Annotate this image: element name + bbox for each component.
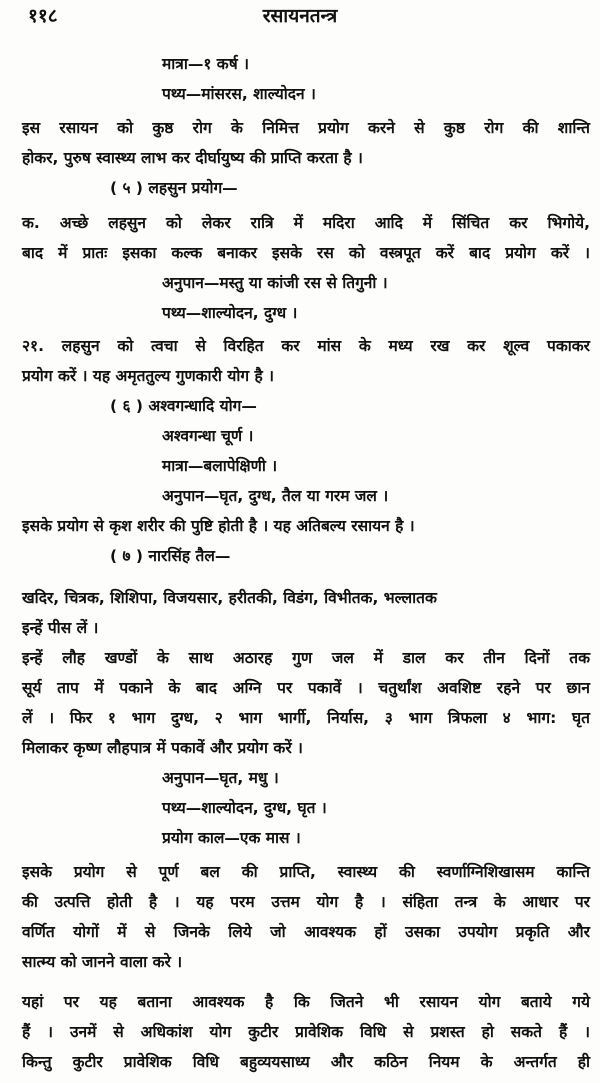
paragraph-line: लें । फिर १ भाग दुग्ध, २ भाग भार्गी, निर्यास, ३ भाग त्रिफला ४ भाग: घृत <box>22 709 590 727</box>
page-header <box>0 0 600 30</box>
dose-line: मात्रा—बलापेक्षिणी । <box>162 457 278 475</box>
page-number: ११८ <box>28 5 58 27</box>
paragraph-line: इस रसायन को कुष्ठ रोग के निमित्त प्रयोग करने से कुष्ठ रोग की शान्ति <box>22 119 590 137</box>
duration-line: प्रयोग काल—एक मास । <box>162 829 301 847</box>
paragraph-line: इन्हें लौह खण्डों के साथ अठारह गुण जल में डाल कर तीन दिनों तक <box>22 649 590 667</box>
diet-line: पथ्य—शाल्योदन, दुग्ध, घृत । <box>162 799 327 817</box>
adjuvant-line: अनुपान—घृत, मधु । <box>162 769 279 787</box>
running-title: रसायनतन्त्र <box>262 5 338 27</box>
ingredient-line: अश्वगन्धा चूर्ण । <box>162 427 254 445</box>
paragraph-line: किन्तु कुटीर प्रावेशिक विधि बहुव्ययसाध्य और कठिन नियम के अन्तर्गत ही <box>22 1053 590 1071</box>
paragraph-line: सात्म्य को जानने वाला करे । <box>22 953 183 971</box>
paragraph-line: की उत्पत्ति होती है । यह परम उत्तम योग है । संहिता तन्त्र के आधार पर <box>22 893 590 911</box>
paragraph-line: वर्णित योगों में से जिनके लिये जो आवश्यक हों उसका उपयोग प्रकृति और <box>22 923 590 941</box>
ingredient-list: खदिर, चित्रक, शिशिपा, विजयसार, हरीतकी, विडंग, विभीतक, भल्लातक <box>22 589 437 607</box>
section-heading: ( ७ ) नारसिंह तैल— <box>110 547 231 565</box>
paragraph-line: इसके प्रयोग से पूर्ण बल की प्राप्ति, स्वास्थ्य की स्वर्णाग्निशिखासम कान्ति <box>22 863 590 881</box>
paragraph-line: होकर, पुरुष स्वास्थ्य लाभ कर दीर्घायुष्य की प्राप्ति करता है । <box>22 149 363 167</box>
paragraph-line: इन्हें पीस लें । <box>22 619 99 637</box>
diet-line: पथ्य—मांसरस, शाल्योदन । <box>162 85 316 103</box>
paragraph-line: सूर्य ताप में पकाने के बाद अग्नि पर पकावें । चतुर्थांश अवशिष्ट रहने पर छान <box>22 679 590 697</box>
adjuvant-line: अनुपान—घृत, दुग्ध, तैल या गरम जल । <box>162 487 389 505</box>
paragraph-line: प्रयोग करें । यह अमृततुल्य गुणकारी योग है । <box>22 367 274 385</box>
adjuvant-line: अनुपान—मस्तु या कांजी रस से तिगुनी । <box>162 274 388 292</box>
paragraph-line: हैं । उनमें से अधिकांश योग कुटीर प्रावेशिक विधि से प्रशस्त हो सकते हैं । <box>22 1023 590 1041</box>
paragraph-line: यहां पर यह बताना आवश्यक है कि जितने भी रसायन योग बताये गये <box>22 993 590 1011</box>
section-heading: ( ६ ) अश्वगन्धादि योग— <box>110 397 257 415</box>
paragraph-line: मिलाकर कृष्ण लौहपात्र में पकावें और प्रयोग करें । <box>22 739 303 757</box>
dose-line: मात्रा—१ कर्ष । <box>162 55 249 73</box>
paragraph-line: २१. लहसुन को त्वचा से विरहित कर मांस के मध्य रख कर शूल्व पकाकर <box>22 337 590 355</box>
section-heading: ( ५ ) लहसुन प्रयोग— <box>110 179 238 197</box>
diet-line: पथ्य—शाल्योदन, दुग्ध । <box>162 304 298 322</box>
paragraph-line: बाद में प्रातः इसका कल्क बनाकर इसके रस को वस्त्रपूत करें बाद प्रयोग करें । <box>22 244 590 262</box>
paragraph-line: इसके प्रयोग से कृश शरीर की पुष्टि होती है । यह अतिबल्य रसायन है । <box>22 517 415 535</box>
paragraph-line: क. अच्छे लहसुन को लेकर रात्रि में मदिरा आदि में सिंचित कर भिगोये, <box>22 214 590 232</box>
